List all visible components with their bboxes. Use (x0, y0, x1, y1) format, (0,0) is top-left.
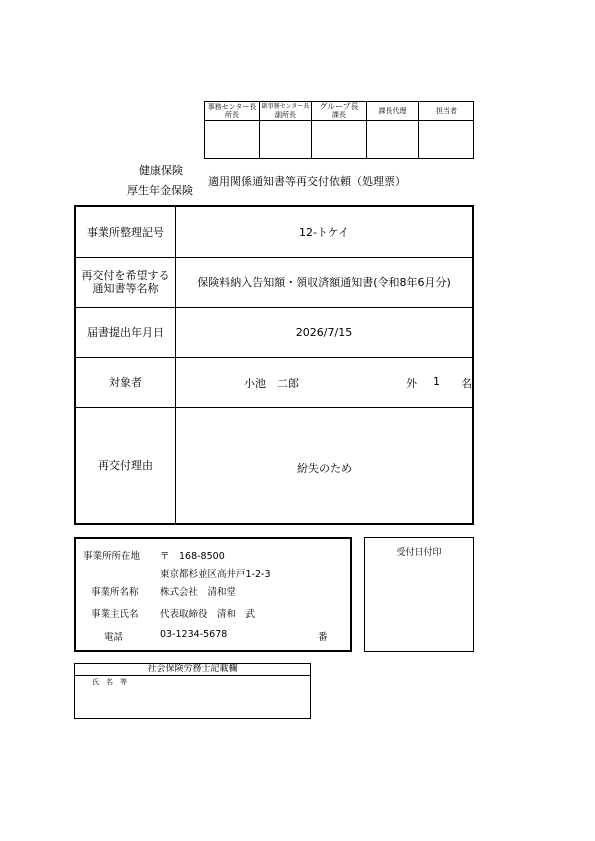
stamp-header-line1: 副事務センター長 (261, 103, 310, 110)
submission-date-label: 届書提出年月日 (87, 326, 164, 339)
office-name-label: 事業所名称 (91, 587, 139, 598)
phone-suffix: 番 (318, 632, 328, 643)
form-title: 適用関係通知書等再交付依頼（処理票） (208, 175, 406, 188)
stamp-header-line1: グループ長 (319, 102, 359, 111)
notice-name-label (76, 257, 175, 307)
office-code-value[interactable]: 12-トケイ (299, 226, 349, 239)
stamp-column-deputy-manager (366, 102, 418, 158)
stamp-header-line2: 所長 (225, 111, 239, 119)
phone-label: 電話 (104, 632, 124, 643)
subject-person-label: 対象者 (109, 376, 142, 389)
stamp-column-staff (418, 102, 474, 158)
stamp-column-deputy-chief (259, 102, 311, 158)
office-info-box (74, 537, 352, 652)
approval-stamp-table (204, 101, 474, 159)
labor-consultant-box (74, 663, 311, 719)
submission-date-value[interactable]: 2026/7/15 (295, 325, 353, 339)
owner-name-value[interactable]: 代表取締役 清和 武 (160, 609, 256, 620)
subject-person-name[interactable]: 小池 二郎 (244, 377, 299, 390)
stamp-header-line2: 課長 (332, 111, 346, 119)
receipt-stamp-label: 受付日付印 (396, 548, 442, 558)
stamp-header-line1: 事務センター長 (207, 103, 257, 111)
notice-label-line1: 再交付を希望する (81, 269, 170, 282)
notice-name-value[interactable]: 保険料納入告知額・領収済額通知書(令和8年6月分) (197, 276, 451, 289)
office-name-value[interactable]: 株式会社 清和堂 (160, 587, 237, 598)
stamp-header-line1: 課長代理 (378, 107, 407, 115)
receipt-date-stamp-box (364, 537, 474, 652)
subject-unit-label: 名 (461, 377, 472, 390)
office-address-value[interactable]: 東京都杉並区高井戸1-2-3 (160, 569, 271, 580)
office-code-label: 事業所整理記号 (87, 226, 164, 239)
subject-other-count[interactable]: 1 (433, 375, 440, 388)
header-pension-insurance: 厚生年金保険 (127, 184, 193, 197)
subject-other-label: 外 (406, 377, 417, 390)
stamp-header-line2: 副所長 (275, 111, 296, 119)
labor-consultant-title: 社会保険労務士記載欄 (75, 664, 310, 676)
office-address-label: 事業所所在地 (83, 551, 141, 562)
stamp-column-group-leader (311, 102, 366, 158)
header-health-insurance: 健康保険 (139, 164, 183, 177)
reason-value[interactable]: 紛失のため (297, 462, 352, 475)
notice-label-line2: 通知書等名称 (92, 282, 159, 295)
owner-name-label: 事業主氏名 (91, 609, 139, 620)
labor-consultant-name-label: 氏 名 等 (92, 678, 127, 686)
stamp-header-line1: 担当者 (436, 107, 457, 115)
stamp-column-center-chief (205, 102, 259, 158)
office-postal-code[interactable]: 〒 168-8500 (160, 551, 225, 562)
phone-value[interactable]: 03-1234-5678 (160, 629, 228, 640)
reason-label: 再交付理由 (98, 459, 153, 472)
request-form-table (74, 205, 474, 525)
